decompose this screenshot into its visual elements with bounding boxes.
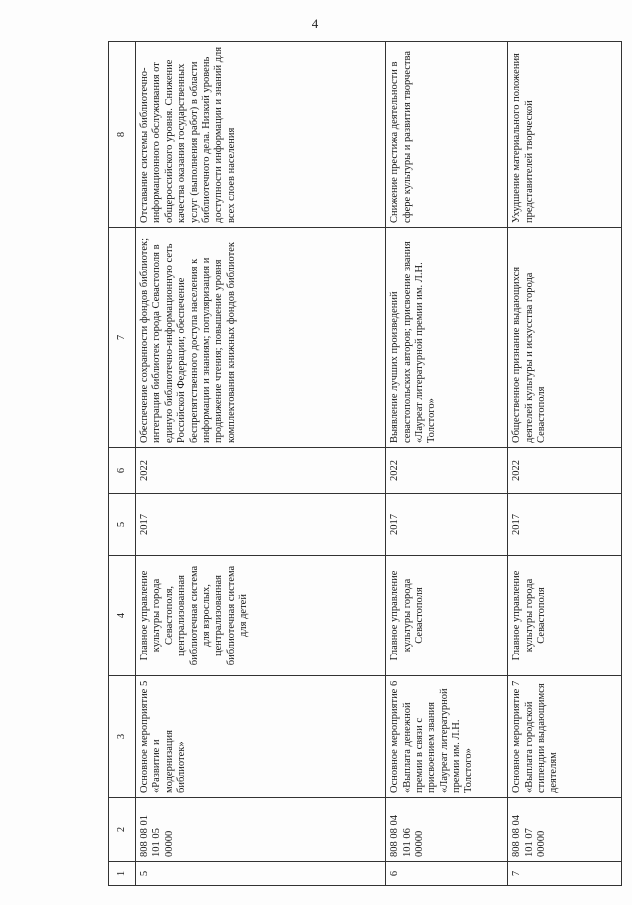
expected-result-cell: Общественное признание выдающихся деятелей культуры и искусства города Севастополя: [508, 228, 622, 448]
page-number: 4: [311, 16, 319, 31]
measure-name-cell: Основное мероприятие 7 «Выплата городской стипендии выдающимся деятелям: [508, 676, 622, 798]
program-measures-table: [108, 41, 622, 886]
start-year-cell: 2017: [136, 494, 386, 556]
consequences-cell: Отставание системы библиотечно-информационного обслуживания от общероссийского уровня. Снижение качества оказания государственных услуг (выполнения работ) в области библиотечного дела. Низкий уровень доступности информации и знаний для всех слоев населения: [136, 42, 386, 228]
start-year-cell: 2017: [386, 494, 508, 556]
start-year-cell: 2017: [508, 494, 622, 556]
header-cell: 5: [109, 494, 136, 556]
row-number-cell: 6: [386, 862, 508, 886]
executor-cell: Главное управление культуры города Севастополя, централизованная библиотечная система для взрослых, централизованная библиотечная система для детей: [136, 556, 386, 676]
consequences-cell: Снижение престижа деятельности в сфере культуры и развития творчества: [386, 42, 508, 228]
rotated-table-wrapper: [108, 42, 622, 886]
executor-cell: Главное управление культуры города Севастополя: [386, 556, 508, 676]
executor-cell: Главное управление культуры города Севастополя: [508, 556, 622, 676]
row-number-cell: 5: [136, 862, 386, 886]
header-cell: 6: [109, 448, 136, 494]
measure-name-cell: Основное мероприятие 6 «Выплата денежной премии в связи с присвоением звания «Лауреат литературной премии им. Л.Н. Толстого»: [386, 676, 508, 798]
header-cell: 4: [109, 556, 136, 676]
header-cell: 1: [109, 862, 136, 886]
budget-code-cell: 808 08 04 101 06 00000: [386, 798, 508, 862]
table-row: [386, 42, 508, 886]
row-number-cell: 7: [508, 862, 622, 886]
budget-code-cell: 808 08 04 101 07 00000: [508, 798, 622, 862]
table-row: [136, 42, 386, 886]
end-year-cell: 2022: [386, 448, 508, 494]
end-year-cell: 2022: [508, 448, 622, 494]
end-year-cell: 2022: [136, 448, 386, 494]
table-header-row: [109, 42, 136, 886]
header-cell: 7: [109, 228, 136, 448]
header-cell: 8: [109, 42, 136, 228]
expected-result-cell: Выявление лучших произведений севастопольских авторов; присвоение звания «Лауреат литературной премии им. Л.Н. Толстого»: [386, 228, 508, 448]
expected-result-cell: Обеспечение сохранности фондов библиотек; интеграция библиотек города Севастополя в единую библиотечно-информационную сеть Российской Федерации; обеспечение беспрепятственного доступа населения к информации и знаниям; популяризация и продвижение чтения; повышение уровня комплектования книжных фондов библиотек: [136, 228, 386, 448]
consequences-cell: Ухудшение материального положения представителей творческой: [508, 42, 622, 228]
measure-name-cell: Основное мероприятие 5 «Развитие и модернизация библиотек»: [136, 676, 386, 798]
budget-code-cell: 808 08 01 101 05 00000: [136, 798, 386, 862]
table-row: [508, 42, 622, 886]
header-cell: 2: [109, 798, 136, 862]
header-cell: 3: [109, 676, 136, 798]
